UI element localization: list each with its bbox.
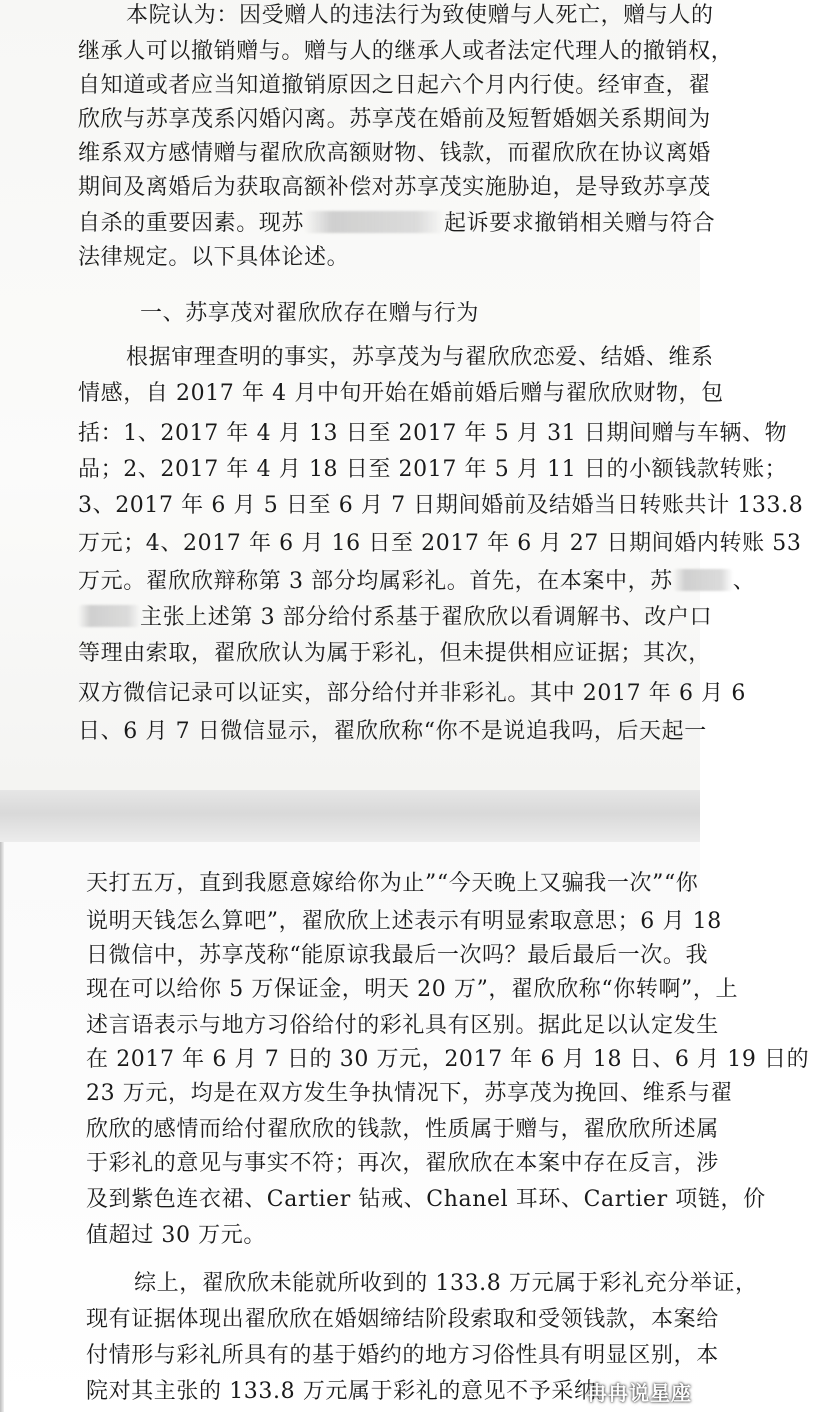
text-line: 维系双方感情赠与翟欣欣高额财物、钱款，而翟欣欣在协议离婚 [78,141,711,166]
redaction-mask [78,605,140,627]
text-line: 万元；4、2017 年 6 月 16 日至 2017 年 6 月 27 日期间婚内转账 53 [78,531,802,556]
text-line: 付情形与彩礼所具有的基于婚约的地方习俗性具有明显区别，本 [86,1343,719,1368]
text-line: 日、6 月 7 日微信显示，翟欣欣称“你不是说追我吗，后天起一 [78,719,707,744]
text-line: 继承人可以撤销赠与。赠与人的继承人或者法定代理人的撤销权， [78,39,734,64]
text-line: 日微信中，苏享茂称“能原谅我最后一次吗？最后最后一次。我 [86,943,709,968]
text-line [78,604,778,632]
text-line: 3、2017 年 6 月 5 日至 6 月 7 日期间婚前及结婚当日转账共计 133.8 [78,493,804,518]
text-line: 23 万元，均是在双方发生争执情况下，苏享茂为挽回、维系与翟 [86,1081,733,1106]
section-heading: 一、苏享茂对翟欣欣存在赠与行为 [140,301,480,326]
text-line: 说明天钱怎么算吧”，翟欣欣上述表示有明显索取意思；6 月 18 [86,909,722,934]
text-segment: 起诉要求撤销相关赠与符合 [444,211,716,236]
text-line: 在 2017 年 6 月 7 日的 30 万元，2017 年 6 月 18 日、6 月 19 日的 [86,1047,810,1072]
text-line: 欣欣与苏享茂系闪婚闪离。苏享茂在婚前及短暂婚姻关系期间为 [78,107,711,132]
text-segment: 自杀的重要因素。现苏 [78,211,305,236]
text-line: 述言语表示与地方习俗给付的彩礼具有区别。据此足以认定发生 [86,1013,719,1038]
text-line: 院对其主张的 133.8 万元属于彩礼的意见不予采纳。 [86,1379,620,1404]
redaction-mask [304,211,444,233]
text-line: 综上，翟欣欣未能就所收到的 133.8 万元属于彩礼充分举证， [134,1271,758,1296]
page-gap [0,790,700,842]
text-line [78,210,778,238]
text-line: 现有证据体现出翟欣欣在婚姻缔结阶段索取和受领钱款，本案给 [86,1307,719,1332]
text-line: 等理由索取，翟欣欣认为属于彩礼，但未提供相应证据；其次， [78,641,711,666]
text-line: 本院认为：因受赠人的违法行为致使赠与人死亡，赠与人的 [126,3,714,28]
watermark-text: 冉冉说星座 [587,1381,692,1405]
text-line: 自知道或者应当知道撤销原因之日起六个月内行使。经审查，翟 [78,73,711,98]
redaction-mask [673,569,733,591]
text-line: 情感，自 2017 年 4 月中旬开始在婚前婚后赠与翟欣欣财物，包 [78,381,724,406]
text-segment: 万元。翟欣欣辩称第 3 部分均属彩礼。首先，在本案中，苏 [78,569,673,594]
text-line: 欣欣的感情而给付翟欣欣的钱款，性质属于赠与，翟欣欣所述属 [86,1117,719,1142]
text-segment: 主张上述第 3 部分给付系基于翟欣欣以看调解书、改户口 [140,605,713,630]
text-line: 及到紫色连衣裙、Cartier 钻戒、Chanel 耳环、Cartier 项链，价 [86,1187,766,1212]
text-line: 括：1、2017 年 4 月 13 日至 2017 年 5 月 31 日期间赠与车辆、物 [78,421,788,446]
text-line: 天打五万，直到我愿意嫁给你为止”“今天晚上又骗我一次”“你 [86,871,699,896]
text-line: 值超过 30 万元。 [86,1223,266,1248]
document-page-2 [0,842,810,1412]
text-line: 法律规定。以下具体论述。 [78,245,350,270]
text-line: 根据审理查明的事实，苏享茂为与翟欣欣恋爱、结婚、维系 [126,345,714,370]
text-line: 品；2、2017 年 4 月 18 日至 2017 年 5 月 11 日的小额钱款转账； [78,457,788,482]
text-line: 期间及离婚后为获取高额补偿对苏享茂实施胁迫，是导致苏享茂 [78,175,711,200]
text-line: 万元。翟欣欣辩称第 3 部分均属彩礼。首先，在本案中，苏 、 [78,569,756,594]
text-line: 于彩礼的意见与事实不符；再次，翟欣欣在本案中存在反言，涉 [86,1151,719,1176]
text-line: 现在可以给你 5 万保证金，明天 20 万”，翟欣欣称“你转啊”，上 [86,977,739,1002]
text-line: 双方微信记录可以证实，部分给付并非彩礼。其中 2017 年 6 月 6 [78,681,746,706]
